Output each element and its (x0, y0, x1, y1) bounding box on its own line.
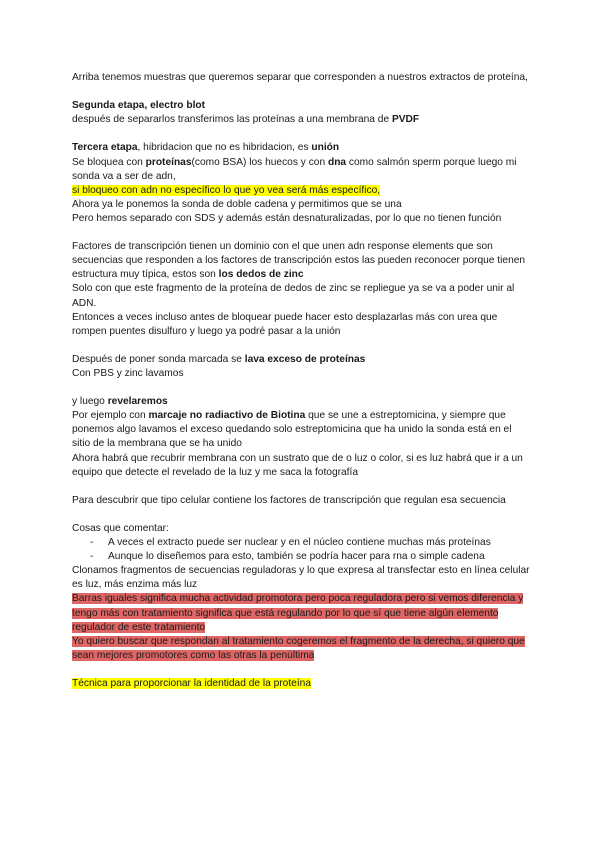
paragraph-wash (72, 353, 532, 367)
text: Se bloquea con (72, 156, 146, 168)
paragraph-identity (72, 677, 532, 691)
text: (como BSA) los huecos y con (191, 156, 328, 168)
document-body (72, 71, 532, 691)
text: y luego (72, 396, 108, 408)
text: Con PBS y zinc lavamos (72, 367, 184, 379)
text: Ahora ya le ponemos la sonda de doble cadena y permitimos que se una (72, 198, 402, 210)
paragraph-bars (72, 592, 532, 634)
bold-text: unión (311, 142, 340, 154)
text: Solo con que este fragmento de la proteína de dedos de zinc se repliegue ya se va a poder unir al ADN. (72, 283, 515, 309)
bold-text: Tercera etapa (72, 142, 138, 154)
paragraph-urea (72, 311, 532, 339)
heading-second-stage (72, 99, 532, 113)
bold-text: los dedos de zinc (218, 269, 304, 281)
text: que se une a estreptomicina, y siempre que ponemos algo lavamos el exceso quedando solo estreptomicina que ha unido la sonda está en el sitio de la membrana que se ha unido (72, 410, 512, 450)
heading-third-stage (72, 141, 532, 155)
paragraph-cloning (72, 564, 532, 592)
text: Pero hemos separado con SDS y además están desnaturalizadas, por lo que no tienen función (72, 212, 502, 224)
bold-text: marcaje no radiactivo de Biotina (148, 410, 306, 422)
text: Entonces a veces incluso antes de bloquear puede hacer esto desplazarlas más con urea que rompen puentes disulfuro y luego ya podré pasar a la unión (72, 311, 498, 337)
text: Para descubrir que tipo celular contiene los factores de transcripción que regulan esa secuencia (72, 494, 506, 506)
comments-list (72, 536, 532, 564)
paragraph-reveal (72, 395, 532, 409)
text: Ahora habrá que recubrir membrana con un sustrato que de o luz o color, si es luz habrá que ir a un equipo que detecte el revelado de la luz y me saca la fotografía (72, 452, 523, 478)
list-item (72, 550, 532, 564)
bold-text: revelaremos (107, 396, 168, 408)
paragraph-pbs (72, 367, 532, 381)
text: A veces el extracto puede ser nuclear y en el núcleo contiene muchas más proteínas (108, 537, 491, 549)
paragraph-biotin (72, 409, 532, 451)
red-highlight: Barras iguales significa mucha actividad promotora pero poca reguladora pero si vemos diferencia y tengo más con tratamiento significa que está regulando por lo que sí que tiene algún elemento regulador de este tratamiento (72, 593, 524, 633)
bold-text: lava exceso de proteínas (244, 353, 366, 365)
highlighted-line (72, 184, 532, 198)
bold-text: proteínas (145, 156, 192, 168)
text: Arriba tenemos muestras que queremos separar que corresponden a nuestros extractos de proteína, (72, 72, 528, 83)
bold-text: dna (327, 156, 347, 168)
text: Aunque lo diseñemos para esto, también se podría hacer para rna o simple cadena (108, 551, 485, 563)
text: Cosas que comentar: (72, 523, 169, 534)
bold-text: PVDF (391, 114, 420, 126)
text: Clonamos fragmentos de secuencias reguladoras y lo que expresa al transfectar esto en línea celular es luz, más enzima más luz (72, 565, 530, 591)
text: después de separarlos transferimos las proteínas a una membrana de (72, 114, 392, 126)
yellow-highlight: Técnica para proporcionar la identidad de la proteína (72, 678, 311, 690)
text: , hibridacion que no es hibridacion, es (137, 142, 312, 154)
red-highlight: Yo quiero buscar que respondan al tratamiento cogeremos el fragmento de la derecha, si quiero que sean mejores promotores como las otras la penúltima (72, 635, 525, 661)
paragraph-substrate (72, 452, 532, 480)
paragraph-zinc-fingers (72, 282, 532, 310)
paragraph-intro (72, 71, 532, 85)
paragraph-fragment (72, 635, 532, 663)
bold-text: Segunda etapa, electro blot (72, 100, 206, 112)
paragraph-sds (72, 212, 532, 226)
yellow-highlight: si bloqueo con adn no específico lo que yo vea será más específico, (72, 184, 381, 196)
text: Factores de transcripción tienen un dominio con el que unen adn response elements que son secuencias que responden a los factores de transcripción estos las pueden reconocer porque tienen estructura muy típica, estos son (72, 241, 526, 281)
paragraph-blocking (72, 156, 532, 184)
paragraph-comments (72, 522, 532, 536)
paragraph-electroblot (72, 113, 532, 127)
text: Por ejemplo con (72, 410, 149, 422)
text: Después de poner sonda marcada se (72, 353, 245, 365)
text: como salmón sperm porque luego mi sonda va a ser de adn, (72, 156, 517, 182)
paragraph-probe (72, 198, 532, 212)
paragraph-transcription-factors (72, 240, 532, 282)
paragraph-cell-type (72, 494, 532, 508)
list-item (72, 536, 532, 550)
